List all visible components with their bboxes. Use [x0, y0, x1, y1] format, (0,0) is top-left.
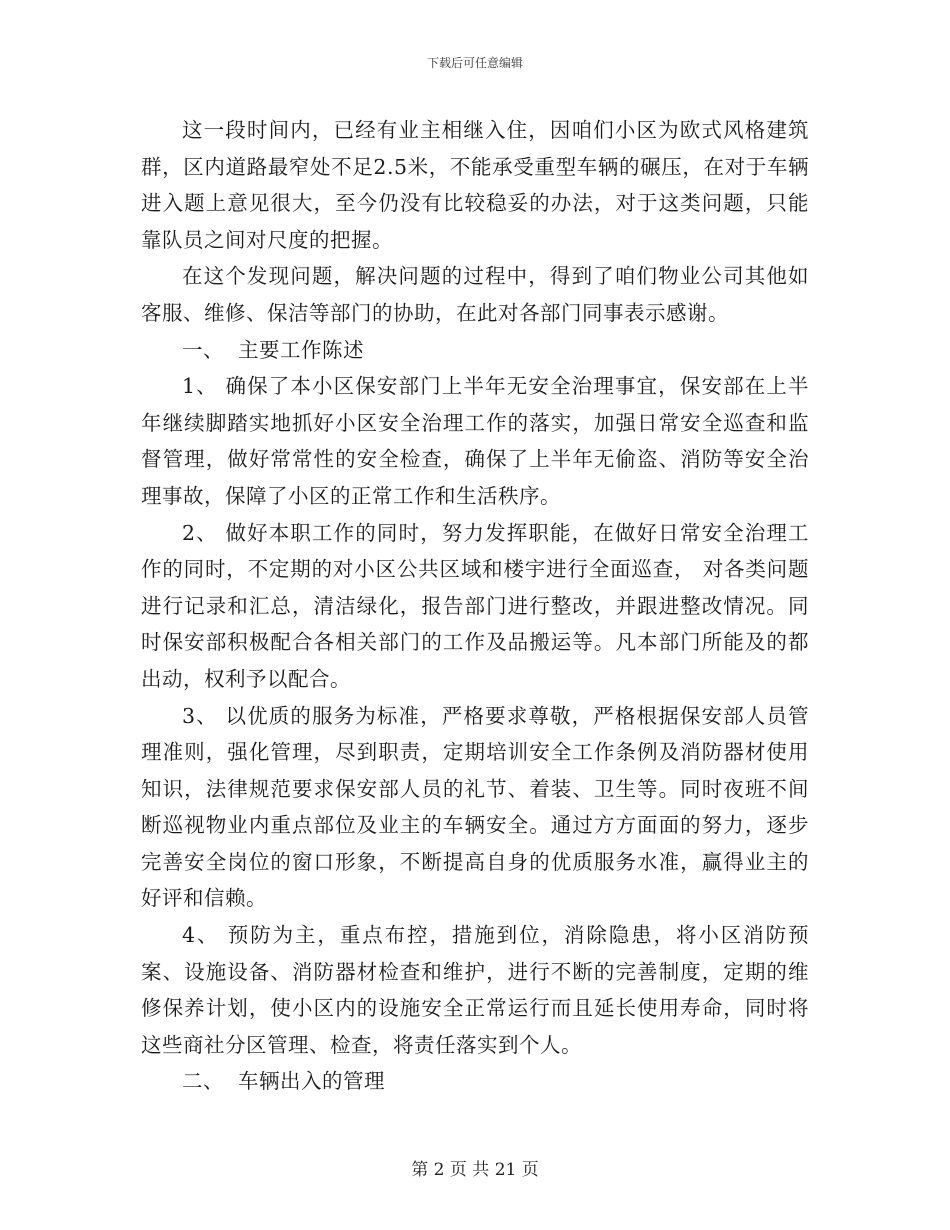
section-heading-1: 一、 主要工作陈述: [182, 337, 365, 362]
page-footer: 第 2 页 共 21 页: [411, 1160, 539, 1180]
document-body: [141, 112, 809, 1100]
section-heading-2: 二、 车辆出入的管理: [182, 1069, 386, 1094]
page-header: 下载后可任意编辑: [426, 56, 523, 70]
paragraph-item-3: 3、 以优质的服务为标准，严格要求尊敬，严格根据保安部人员管理准则，强化管理，尽到职责，定期培训安全工作条例及消防器材使用知识，法律规范要求保安部人员的礼节、着装、卫生等。同时夜班不间断巡视物业内重点部位及业主的车辆安全。通过方方面面的努力，逐步完善安全岗位的窗口形象，不断提高自身的优质服务水准，赢得业主的好评和信赖。: [141, 703, 809, 911]
paragraph-item-4: 4、 预防为主，重点布控，措施到位，消除隐患，将小区消防预案、设施设备、消防器材检查和维护，进行不断的完善制度，定期的维修保养计划，使小区内的设施安全正常运行而且延长使用寿命，同时将这些商社分区管理、检查，将责任落实到个人。: [141, 923, 809, 1057]
paragraph-item-2: 2、 做好本职工作的同时，努力发挥职能，在做好日常安全治理工作的同时，不定期的对小区公共区域和楼宇进行全面巡查， 对各类问题进行记录和汇总，清洁绿化，报告部门进行整改，并跟进整改情况。同时保安部积极配合各相关部门的工作及品搬运等。凡本部门所能及的都出动，权利予以配合。: [141, 520, 809, 691]
paragraph-2: 在这个发现问题，解决问题的过程中，得到了咱们物业公司其他如客服、维修、保洁等部门的协助，在此对各部门同事表示感谢。: [141, 264, 809, 325]
paragraph-item-1: 1、 确保了本小区保安部门上半年无安全治理事宜，保安部在上半年继续脚踏实地抓好小区安全治理工作的落实，加强日常安全巡查和监督管理，做好常常性的安全检查，确保了上半年无偷盗、消防等安全治理事故，保障了小区的正常工作和生活秩序。: [141, 374, 809, 508]
paragraph-1: 这一段时间内，已经有业主相继入住，因咱们小区为欧式风格建筑群，区内道路最窄处不足2.5米，不能承受重型车辆的碾压，在对于车辆进入题上意见很大，至今仍没有比较稳妥的办法，对于这类问题，只能靠队员之间对尺度的把握。: [141, 118, 809, 252]
